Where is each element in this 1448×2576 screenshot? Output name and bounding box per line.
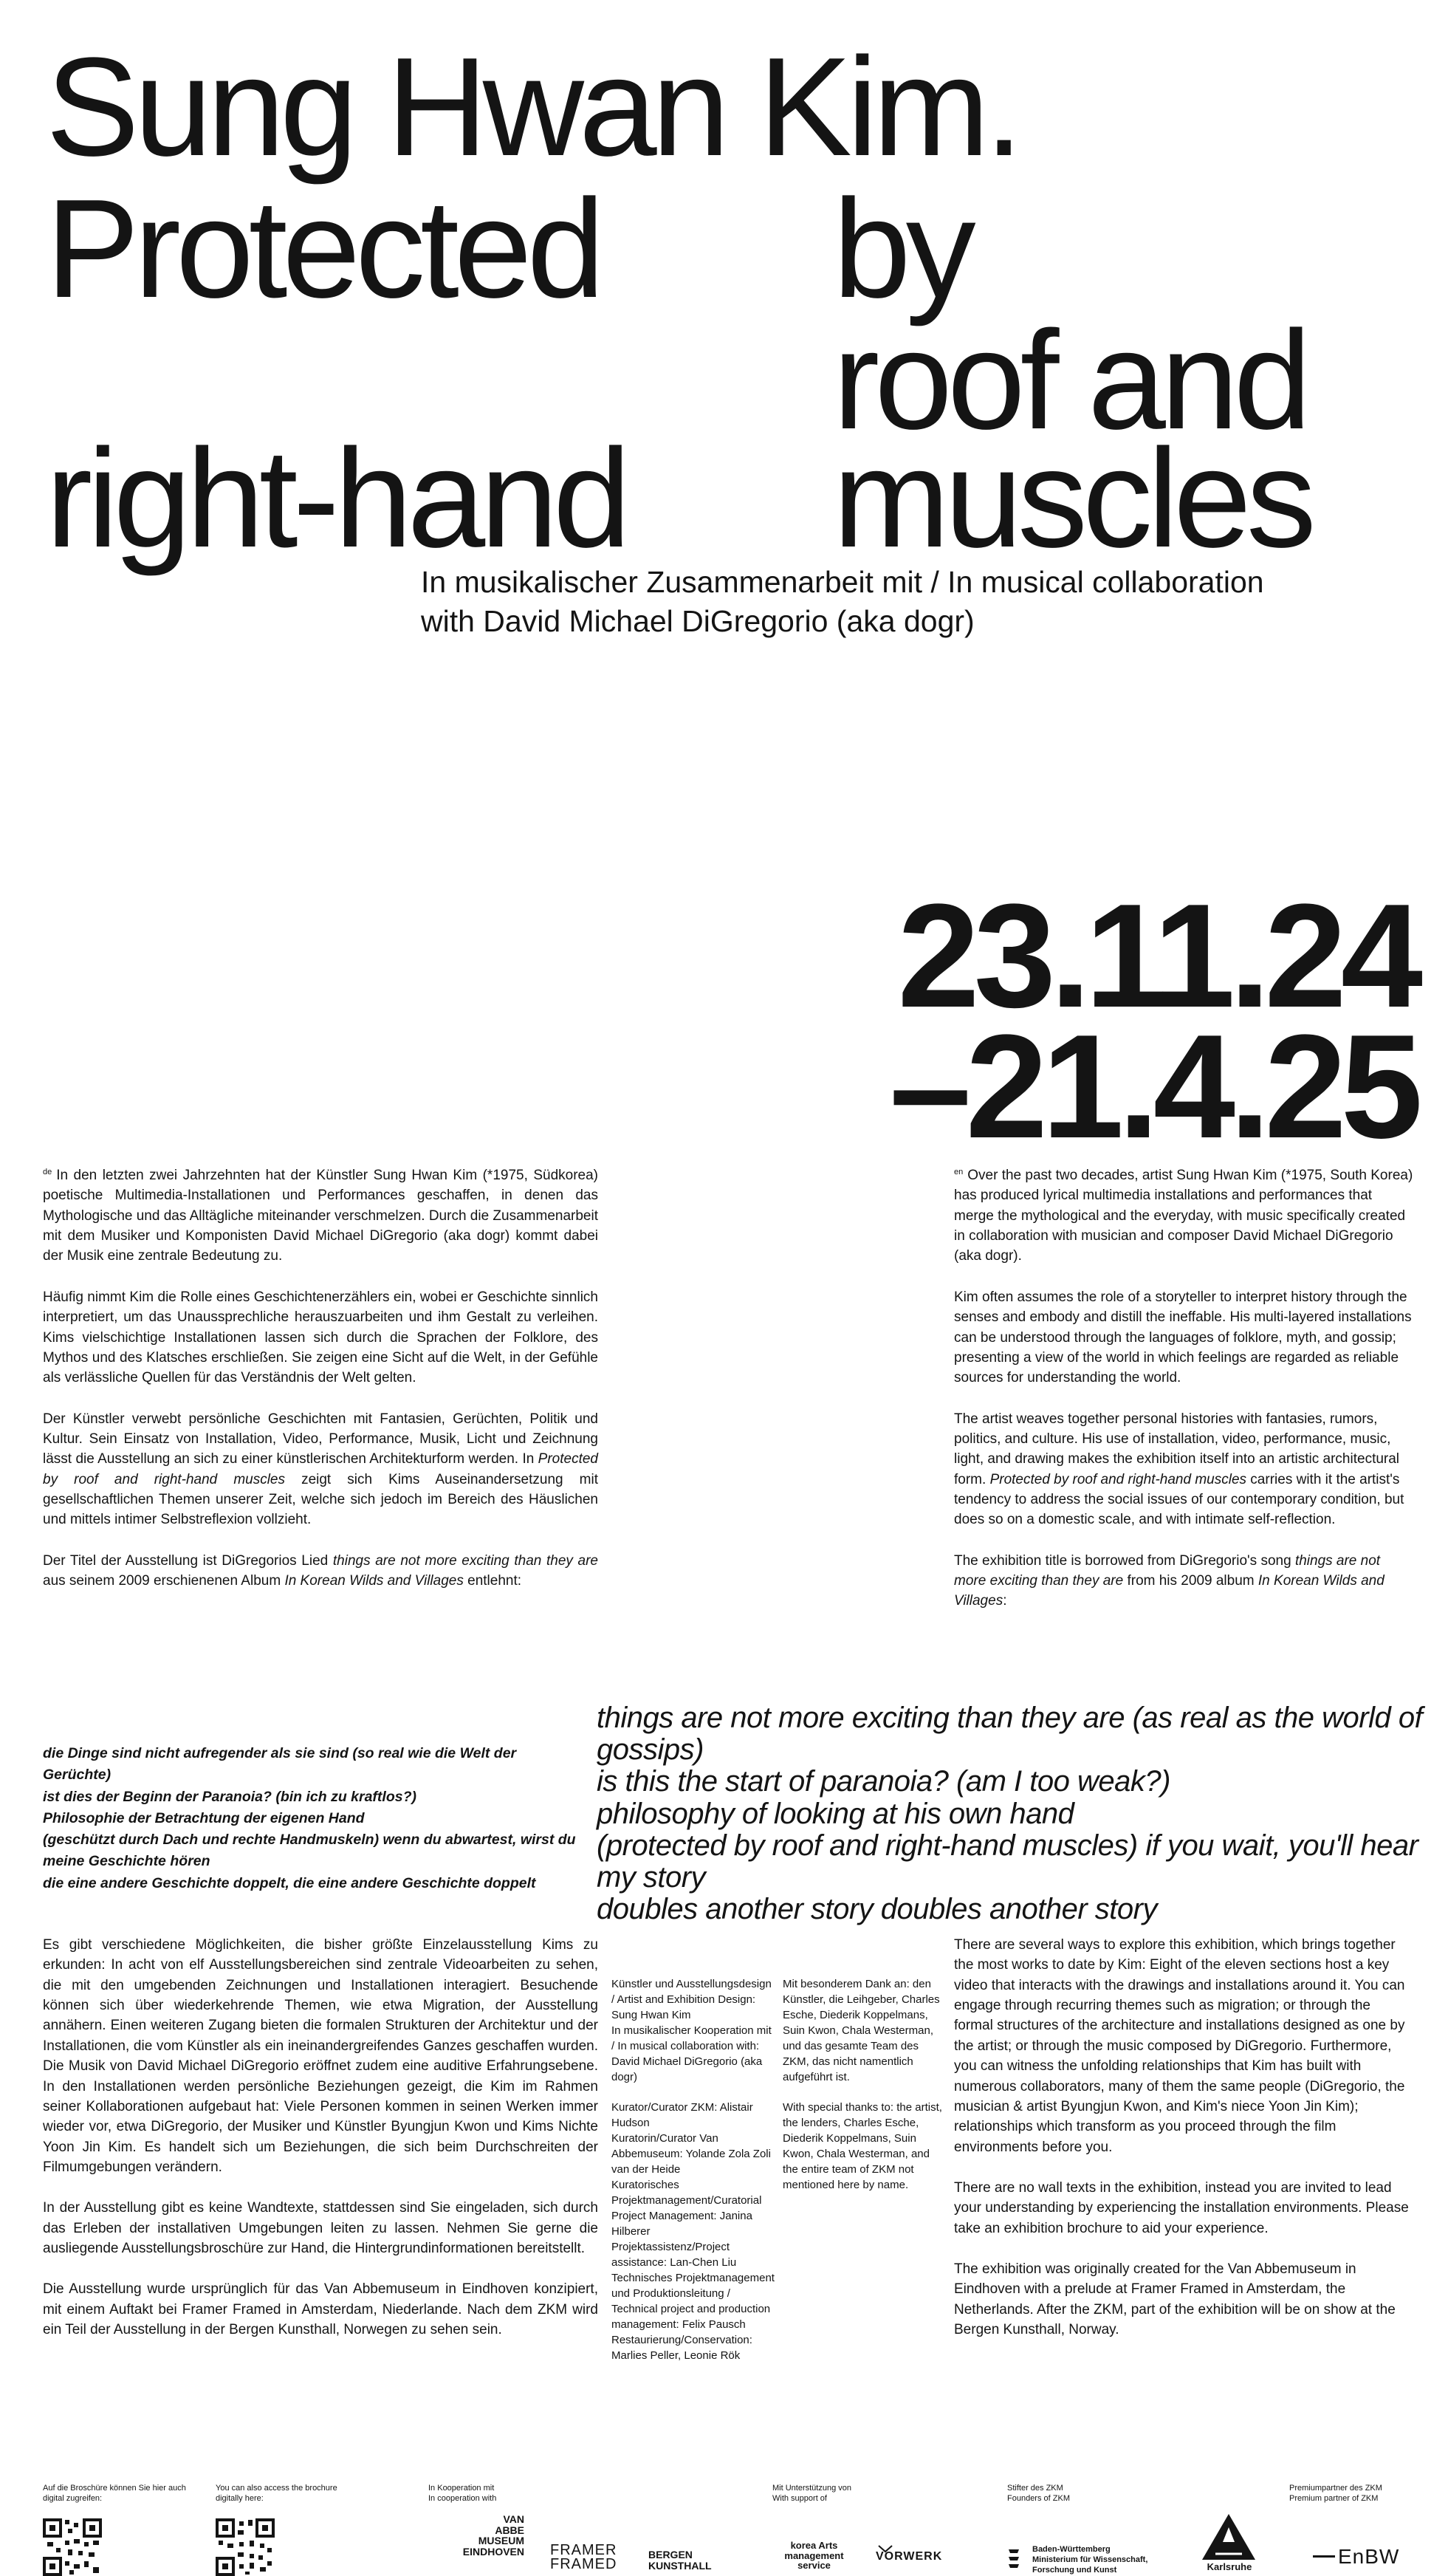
german-paragraph-4: Der Titel der Ausstellung ist DiGregorios Lied things are not more exciting than they are aus seinem 2009 erschienenen Album In Korean Wilds and Villages entlehnt: <box>43 1552 598 1589</box>
brochure-label-en: You can also access the brochure digitally here: <box>216 2484 337 2504</box>
title-line-4a: right-hand <box>46 420 626 577</box>
framer-framed-logo: FRAMER FRAMED <box>550 2542 617 2572</box>
credits-thanks-en: With special thanks to: the artist, the lenders, Charles Esche, Diederik Koppelmans, Suin Kwon, Chala Westerman, and the entire team of ZKM not mentioned here by name. <box>783 2101 942 2191</box>
credits-curators: Kurator/Curator ZKM: Alistair Hudson Kuratorin/Curator Van Abbemuseum: Yolande Zola Zoli van der Heide Kuratorisches Projektmanagement/Curatorial Project Management: Janina Hilberer Projektassistenz/Project assistance: Lan-Chen Liu Technisches Projektmanagement und Produktionsleitung / Technical project and production management: Felix Pausch Restaurierung/Conservation: Marlies Peller, Leonie Rök <box>611 2101 775 2362</box>
german-lyric-line: die Dinge sind nicht aufregender als sie sind (so real wie die Welt der Gerüchte) <box>43 1745 517 1784</box>
date-end: –21.4.25 <box>889 1004 1417 1169</box>
title-line-2b: by <box>833 171 971 327</box>
vorwerk-mark-icon <box>877 2544 893 2553</box>
german-lyric-line: (geschützt durch Dach und rechte Handmuskeln) wenn du abwartest, wirst du meine Geschichte hören <box>43 1832 576 1870</box>
premium-label: Premiumpartner des ZKM Premium partner of ZKM <box>1289 2484 1382 2504</box>
english-paragraph-1: $^{en}$ Over the past two decades, artist Sung Hwan Kim (*1975, South Korea) has produced lyrical multimedia installations and performances that merge the mythological and the everyday, with music specifically created in collaboration with musician and composer David Michael DiGregorio (aka dogr). <box>954 1167 1413 1264</box>
qr-code-de[interactable] <box>43 2518 102 2576</box>
karlsruhe-logo-text: Karlsruhe <box>1207 2561 1252 2572</box>
korea-arts-management-logo: korea Arts management service <box>784 2540 844 2572</box>
date-start: 23.11.24 <box>897 874 1417 1038</box>
german-lyric-line: ist dies der Beginn der Paranoia? (bin ich zu kraftlos?) <box>43 1788 417 1805</box>
english-lyric-line: philosophy of looking at his own hand <box>597 1797 1074 1830</box>
language-tag-en: en <box>954 1167 964 1176</box>
english-paragraph-5: There are several ways to explore this exhibition, which brings together the most works to date by Kim: Eight of the eleven sections host a key video that interacts with the drawings and installations around it. You can engage through recurring themes such as migration; or through the formal structures of the architecture and installations designed as one by the artist; or through the music composed by DiGregorio. Furthermore, you can witness the unfolding relationships that Kim has built with numerous collaborators, many of them the same people (DiGregorio, the musician & artist Byungjun Kwon, and Kim's niece Yoon Jin Kim); relationships which transform as you proceed through the film environments before you. <box>954 1937 1405 2155</box>
karlsruhe-logo-icon <box>1201 2512 1257 2561</box>
language-tag-de: de <box>43 1167 52 1176</box>
english-lyric-line: is this the start of paranoia? (am I too weak?) <box>597 1765 1170 1798</box>
german-lyric-line: die eine andere Geschichte doppelt, die eine andere Geschichte doppelt <box>43 1874 536 1891</box>
credits-column-1 <box>611 1976 775 2378</box>
german-paragraph-5: Es gibt verschiedene Möglichkeiten, die bisher größte Einzelausstellung Kims zu erkunden: In acht von elf Ausstellungsbereichen sind zentrale Videoarbeiten zu sehen, die mit den umgebenden Zeichnungen und Installationen interagiert. Besuchende können sich über wiederkehrende Themen, wie etwa Migration, der Ausstellung annähern. Einen weiteren Zugang bieten die formalen Strukturen der Architektur und der Installationen, die vom Künstler als ein ineinandergreifendes Ganzes geschaffen wurden. Die Musik von David Michael DiGregorio eröffnet zudem eine auditive Erfahrungsebene. In den Installationen werden persönliche Beziehungen gezeigt, die Kim im Rahmen seiner Kollaborationen aufgebaut hat: Viele Personen kommen in seinen Werken immer wieder vor, etwa DiGregorio, der Musiker und Künstler Byungjun Kwon und Kims Nichte Yoon Jin Kim. Es handelt sich um Beziehungen, die sich beim Durchschreiten der Filmumgebungen verändern. <box>43 1937 598 2175</box>
german-paragraph-7: Die Ausstellung wurde ursprünglich für das Van Abbemuseum in Eindhoven konzipiert, mit einem Auftakt bei Framer Framed in Amsterdam, Niederlande. Nach dem ZKM wird ein Teil der Ausstellung in der Bergen Kunsthall, Norwegen zu sehen sein. <box>43 2281 598 2338</box>
german-paragraph-6: In der Ausstellung gibt es keine Wandtexte, stattdessen sind Sie eingeladen, sich durch das Erleben der installativen Umgebungen leiten zu lassen. Nehmen Sie gerne die ausliegende Ausstellungsbroschüre zur Hand, die Hintergrundinformationen bereitstellt. <box>43 2200 598 2257</box>
baden-wuerttemberg-lions-icon <box>1006 2546 1028 2573</box>
support-label: Mit Unterstützung von With support of <box>772 2484 851 2504</box>
baden-wuerttemberg-logo-text: Baden-Württemberg Ministerium für Wissenschaft, Forschung und Kunst <box>1032 2545 1148 2575</box>
german-lyrics <box>43 1743 582 1894</box>
enbw-dash <box>1313 2555 1335 2558</box>
subtitle-line-2: with David Michael DiGregorio (aka dogr) <box>421 604 975 639</box>
subtitle <box>421 563 1440 642</box>
subtitle-line-1: In musikalischer Zusammenarbeit mit / In musical collaboration <box>421 565 1264 599</box>
english-body <box>954 1935 1413 2360</box>
english-lyric-line: doubles another story doubles another story <box>597 1893 1157 1926</box>
title-line-2a: Protected <box>46 171 600 327</box>
cooperation-label: In Kooperation mit In cooperation with <box>428 2484 497 2504</box>
english-paragraph-7: The exhibition was originally created for the Van Abbemuseum in Eindhoven with a prelude at Framer Framed in Amsterdam, the Netherlands. After the ZKM, part of the exhibition will be on show at the Bergen Kunsthall, Norway. <box>954 2261 1396 2338</box>
title-line-3: roof and <box>833 302 1307 459</box>
title-line-4b: muscles <box>833 420 1311 577</box>
english-paragraph-6: There are no wall texts in the exhibition, instead you are invited to lead your understanding by experiencing the installation environments. Please take an exhibition brochure to aid your experience. <box>954 2179 1409 2236</box>
german-paragraph-3: Der Künstler verwebt persönliche Geschichten mit Fantasien, Gerüchten, Politik und Kultur. Sein Einsatz von Installation, Video, Performance, Musik, Licht und Zeichnung lässt die Ausstellung an sich zu einer künstlerischen Architekturform werden. In Protected by roof and right-hand muscles zeigt sich Kims Auseinandersetzung mit gesellschaftlichen Themen unserer Zeit, welche sich jedoch im Bereich des Häuslichen und mittels intimer Selbstreflexion vollzieht. <box>43 1411 598 1528</box>
bergen-kunsthall-logo: BERGEN KUNSTHALL <box>648 2549 712 2572</box>
brochure-label-de: Auf die Broschüre können Sie hier auch digital zugreifen: <box>43 2484 186 2504</box>
english-paragraph-4: The exhibition title is borrowed from DiGregorio's song things are not more exciting than they are from his 2009 album In Korean Wilds and Villages: <box>954 1552 1384 1609</box>
credits-artist: Künstler und Ausstellungsdesign / Artist and Exhibition Design: Sung Hwan Kim In musikalischer Kooperation mit / In musical collaboration with: David Michael DiGregorio (aka dogr) <box>611 1978 772 2083</box>
vorwerk-logo-text: VORWERK <box>876 2550 943 2563</box>
enbw-logo: EnBW <box>1338 2545 1400 2568</box>
english-lyric-line: (protected by roof and right-hand muscles) if you wait, you'll hear my story <box>597 1829 1418 1894</box>
founders-label: Stifter des ZKM Founders of ZKM <box>1007 2484 1070 2504</box>
german-paragraph-1: $^{de}$ In den letzten zwei Jahrzehnten hat der Künstler Sung Hwan Kim (*1975, Südkorea) poetische Multimedia-Installationen und Performances geschaffen, in denen das Mythologische und das Alltägliche miteinander verschmelzen. Durch die Zusammenarbeit mit dem Musiker und Komponisten David Michael DiGregorio (aka dogr) kommt dabei der Musik eine zentrale Bedeutung zu. <box>43 1167 598 1264</box>
english-lyric-line: things are not more exciting than they are (as real as the world of gossips) <box>597 1702 1423 1767</box>
title-line-1: Sung Hwan Kim. <box>46 29 1019 185</box>
english-paragraph-2: Kim often assumes the role of a storyteller to interpret history through the senses and embody and distill the ineffable. His multi-layered installations can be understood through the languages of folklore, myth, and gossip; presenting a view of the world in which feelings are regarded as reliable sources for understanding the world. <box>954 1289 1412 1386</box>
english-intro <box>954 1165 1413 1632</box>
qr-code-en[interactable] <box>216 2518 275 2576</box>
german-paragraph-2: Häufig nimmt Kim die Rolle eines Geschichtenerzählers ein, wobei er Geschichte sinnlich interpretiert, um das Unaussprechliche herauszuarbeiten und ihm Gestalt zu verleihen. Kims vielschichtige Installationen lassen sich durch die Sprachen der Folklore, des Mythos und des Klatsches erschließen. Sie zeigen eine Sicht auf die Welt, in der Gefühle als verlässliche Quellen für das Verständnis der Welt gelten. <box>43 1289 598 1386</box>
credits-thanks-de: Mit besonderem Dank an: den Künstler, die Leihgeber, Charles Esche, Diederik Koppelmans, Suin Kwon, Chala Westerman, und das gesamte Team des ZKM, das nicht namentlich aufgeführt ist. <box>783 1978 940 2083</box>
german-body <box>43 1935 598 2360</box>
van-abbemuseum-logo: VAN ABBE MUSEUM EINDHOVEN <box>462 2513 524 2558</box>
english-lyrics <box>597 1702 1438 1925</box>
german-lyric-line: Philosophie der Betrachtung der eigenen Hand <box>43 1809 365 1826</box>
english-paragraph-3: The artist weaves together personal histories with fantasies, rumors, politics, and culture. His use of installation, video, performance, music, light, and drawing makes the exhibition itself into an artistic architectural form. Protected by roof and right-hand muscles carries with it the artist's tendency to address the social issues of our contemporary condition, but does so on a domestic scale, and with intimate self-reflection. <box>954 1411 1404 1528</box>
credits-column-2 <box>783 1976 947 2207</box>
german-intro <box>43 1165 598 1611</box>
